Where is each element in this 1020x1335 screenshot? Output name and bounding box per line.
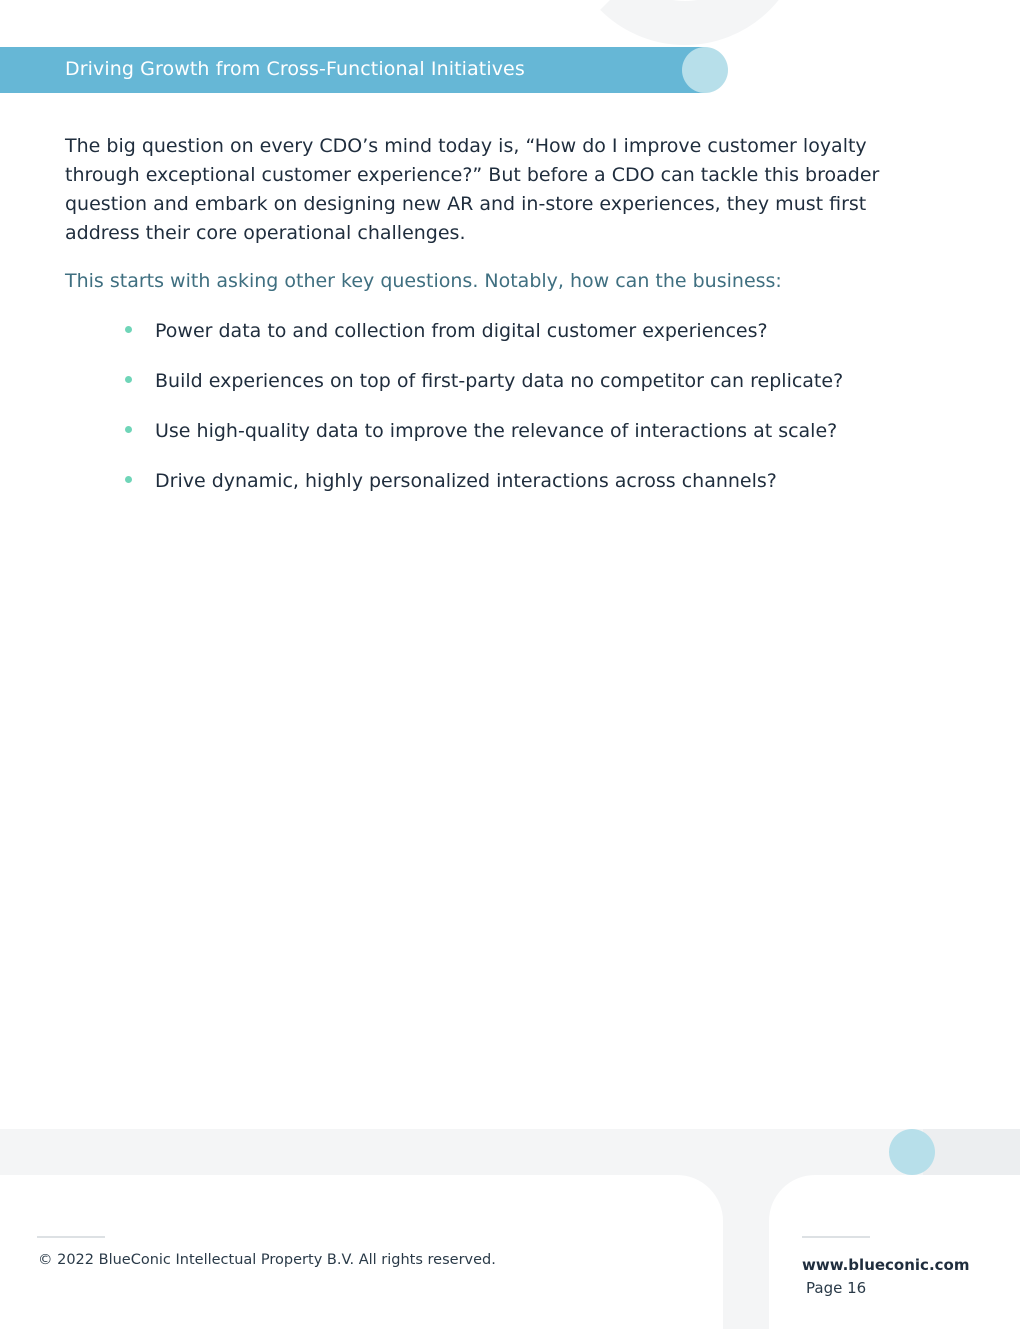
footer-curve-right-inner (769, 1175, 969, 1335)
list-item-text: Use high-quality data to improve the relevance of interactions at scale? (155, 420, 838, 442)
footer-curve-left-inner (677, 1175, 723, 1335)
bullet-icon (125, 376, 132, 383)
footer-rule-right (802, 1236, 870, 1238)
lead-question: This starts with asking other key questions. Notably, how can the business: (65, 270, 782, 292)
footer-accent-circle (889, 1129, 935, 1175)
header-decorative-arc (565, 0, 805, 45)
website-link[interactable]: www.blueconic.com (802, 1256, 970, 1274)
footer-rule-left (37, 1236, 105, 1238)
list-item-text: Power data to and collection from digital customer experiences? (155, 320, 768, 342)
header-accent-circle (682, 47, 728, 93)
list-item-text: Build experiences on top of first-party data no competitor can replicate? (155, 370, 844, 392)
page-number: Page 16 (806, 1279, 867, 1297)
bullet-icon (125, 426, 132, 433)
bullet-icon (125, 326, 132, 333)
section-title: Driving Growth from Cross-Functional Initiatives (65, 58, 525, 80)
list-item-text: Drive dynamic, highly personalized interactions across channels? (155, 470, 777, 492)
bullet-icon (125, 476, 132, 483)
copyright-text: © 2022 BlueConic Intellectual Property B.V. All rights reserved. (38, 1252, 496, 1268)
intro-paragraph: The big question on every CDO’s mind today is, “How do I improve customer loyalty through exceptional customer experience?” But before a CDO can tackle this broader question and embark on designing new AR and in-store experiences, they must first address their core operational challenges. (65, 135, 880, 244)
